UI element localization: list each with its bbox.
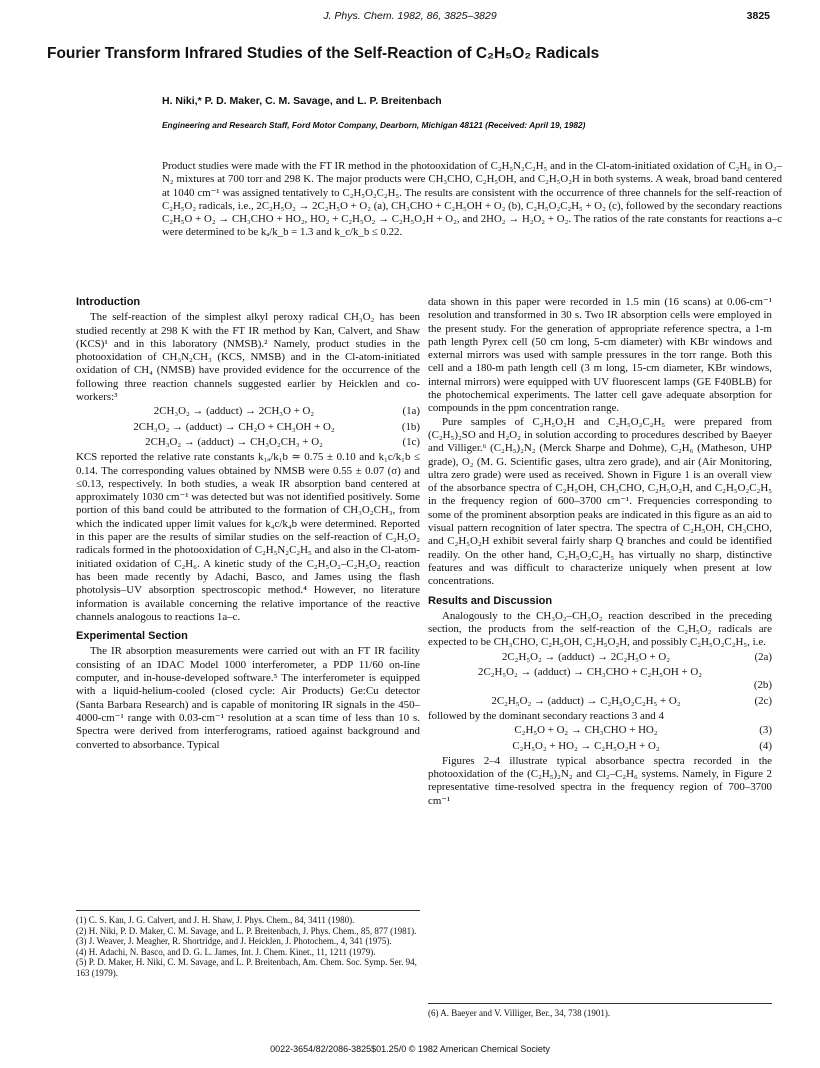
author-list: H. Niki,* P. D. Maker, C. M. Savage, and L. P. Breitenbach	[162, 95, 442, 107]
abstract: Product studies were made with the FT IR method in the photooxidation of C₂H₅N₂C₂H₅ and in the Cl-atom-initiated oxidation of C₂H₆ in O₂–N₂ mixtures at 700 torr and 298 K. The major products were CH₃CHO, C₂H₅OH, and C₂H₅O₂H in both systems. A weak, broad band centered at 1040 cm⁻¹ was assigned tentatively to C₂H₅O₂C₂H₅. The results are consistent with the occurrence of three channels for the self-reaction of C₂H₅O₂ radicals, i.e., 2C₂H₅O₂ → 2C₂H₅O + O₂ (a), CH₃CHO + C₂H₅OH + O₂ (b), C₂H₅O₂C₂H₅ + O₂ (c), followed by the secondary reactions C₂H₅O + O₂ → CH₃CHO + HO₂, HO₂ + C₂H₅O₂ → C₂H₅O₂H + O₂, and 2HO₂ → H₂O₂ + O₂. The ratios of the rate constants for reactions a–c were determined to be kₐ/k_b = 1.3 and k_c/k_b ≤ 0.22.	[162, 160, 782, 239]
left-column	[76, 296, 420, 752]
paragraph: The IR absorption measurements were carried out with an FT IR facility consisting of an IDAC Model 1000 interferometer, a PDP 11/60 on-line computer, and in-house-developed software.⁵ The interferometer is equipped with a liquid-helium-cooled (closed cycle: Air Products) Ge:Cu detector (Santa Barbara Research) and is capable of monitoring IR signals in the 450–4000-cm⁻¹ range with 0.03-cm⁻¹ resolution at a scan time of less than 10 s. Spectra were derived from interferograms, ratioed against background and converted to absorbance. Typical	[76, 645, 420, 751]
right-column	[428, 296, 772, 808]
equation-3	[428, 724, 772, 737]
equation-text: C₂H₅O + O₂ → CH₃CHO + HO₂	[514, 724, 658, 737]
equation-number: (1b)	[401, 420, 420, 433]
paragraph: KCS reported the relative rate constants k₁ₐ/k₁b ≃ 0.75 ± 0.10 and k₁c/k₁b ≤ 0.14. The corresponding values obtained by NMSB were 0.55 ± 0.07 (σ) and ≤0.13, respectively. In both studies, a weak IR absorption band centered at approximately 1030 cm⁻¹ was detected but was not identified positively. Some portion of this band could be attributed to the formation of CH₃O₂CH₃, from which the indicated upper limit values for k₄c/k₄b were determined. Reported in this paper are the results of similar studies on the self-reaction of C₂H₅O₂ radicals formed in the photooxidation of C₂H₅N₂C₂H₅ and also in the Cl-atom-initiated oxidation of C₂H₆. A kinetic study of the C₂H₅O₂–C₂H₅O₂ reaction has been made recently by Adachi, Basco, and James using the flash photolysis–UV absorption spectroscopic method.⁴ However, no literature information is available concerning the relative importance of the reactive channels analogous to reactions 1a–c.	[76, 451, 420, 623]
equation-number: (2b)	[753, 679, 772, 692]
equation-2c	[428, 695, 772, 708]
paragraph: The self-reaction of the simplest alkyl peroxy radical CH₃O₂ has been studied recently at 298 K with the FT IR method by Kan, Calvert, and Shaw (KCS)¹ and in this laboratory (NMSB).² Namely, product studies in the photooxidation of CH₃N₂CH₃ (KCS, NMSB) and in the Cl-atom-initiated oxidation of CH₄ (NMSB) have provided evidence for the occurrence of the following three reaction channels suggested earlier by Heicklen and co-workers:³	[76, 311, 420, 404]
footnote: (1) C. S. Kan, J. G. Calvert, and J. H. Shaw, J. Phys. Chem., 84, 3411 (1980).	[76, 915, 355, 925]
paragraph: Figures 2–4 illustrate typical absorbance spectra recorded in the photooxidation of the (C₂H₅)₂N₂ and Cl₂–C₂H₆ systems. Namely, in Figure 2 representative time-resolved spectra in the frequency region of 700–3700 cm⁻¹	[428, 754, 772, 807]
section-heading-experimental: Experimental Section	[76, 630, 188, 643]
section-heading-introduction: Introduction	[76, 296, 141, 308]
running-header	[0, 8, 820, 26]
equation-number: (3)	[759, 724, 772, 737]
paragraph: Pure samples of C₂H₅O₂H and C₂H₅O₂C₂H₅ were prepared from (C₂H₅)₂SO and H₂O₂ in solution according to procedures described by Baeyer and Villiger.⁶ (C₂H₅)₂N₂ (Merck Sharpe and Dohme), C₂H₆ (Matheson, UHP grade), O₂ (M. G. Scientific gases, ultra zero grade), and air (Air Monitoring, ultra zero grade) were used as received. Shown in Figure 1 is an overall view of the absorbance spectra of C₂H₅OH, CH₃CHO, C₂H₅O₂H, and C₂H₅O₂C₂H₅ in the frequency region of 600–3700 cm⁻¹. Frequencies corresponding to some of the prominent absorption peaks are indicated in this figure as an aid to visual pattern recognition of later spectra. The spectra of C₂H₅OH, CH₃CHO, and C₂H₅O₂H exhibit several fairly sharp Q branches and could be identified readily. On the other hand, C₂H₅O₂C₂H₅ has virtually no sharp, distinctive features and was difficult to characterize uniquely when present at low concentrations.	[428, 415, 772, 588]
article-title: Fourier Transform Infrared Studies of the Self-Reaction of C₂H₅O₂ Radicals	[47, 45, 600, 62]
footnotes-left	[76, 910, 420, 978]
equation-1a	[76, 405, 420, 418]
footnote: (4) H. Adachi, N. Basco, and D. G. L. James, Int. J. Chem. Kinet., 11, 1211 (1979).	[76, 946, 376, 957]
equation-text: 2CH₃O₂ → (adduct) → CH₂O + CH₃OH + O₂	[133, 420, 335, 433]
equation-4	[428, 740, 772, 753]
equation-number: (4)	[759, 739, 772, 752]
equation-text: C₂H₅O₂ + HO₂ → C₂H₅O₂H + O₂	[512, 739, 660, 752]
equation-number: (2c)	[754, 694, 772, 707]
page-footer: 0022-3654/82/2086-3825$01.25/0 © 1982 American Chemical Society	[270, 1044, 550, 1054]
paragraph: data shown in this paper were recorded in 1.5 min (16 scans) at 0.06-cm⁻¹ resolution and transformed in 30 s. Two IR absorption cells were employed in the present study. For the generation of appropriate reference spectra, a 1-m path length Pyrex cell (50 cm long, 5-cm diameter) with KBr windows and external mirrors was used with sample pressures in the torr range. Both this cell and a 180-m path length cell (3 m long, 15-cm diameter, KBr windows, internal mirrors) were equipped with UV fluorescent lamps (GE F40BLB) for the photochemical experiments. The latter cell gave adequate absorption for compounds in the ppm concentration range.	[428, 296, 772, 415]
paragraph: Analogously to the CH₃O₂–CH₃O₂ reaction described in the preceding section, the products from the self-reaction of the C₂H₅O₂ radicals are expected to be CH₃CHO, C₂H₅OH, C₂H₅O₂H, and possibly C₂H₅O₂C₂H₅, i.e.	[428, 609, 772, 649]
equation-text: 2CH₃O₂ → (adduct) → 2CH₃O + O₂	[153, 405, 315, 418]
page-number: 3825	[746, 10, 770, 22]
equation-number: (1c)	[402, 435, 420, 448]
footnote: (5) P. D. Maker, H. Niki, C. M. Savage, and L. P. Breitenbach, Am. Chem. Soc. Symp. Ser. 94, 163 (1979).	[76, 957, 417, 978]
equation-1b	[76, 421, 420, 434]
footnote: (2) H. Niki, P. D. Maker, C. M. Savage, and L. P. Breitenbach, J. Phys. Chem., 85, 877 (1981).	[76, 925, 417, 936]
equation-text: 2CH₃O₂ → (adduct) → CH₃O₂CH₃ + O₂	[145, 435, 323, 448]
affiliation: Engineering and Research Staff, Ford Motor Company, Dearborn, Michigan 48121 (Received: April 19, 1982)	[162, 120, 586, 130]
journal-citation: J. Phys. Chem. 1982, 86, 3825–3829	[323, 10, 497, 22]
footnote: (6) A. Baeyer and V. Villiger, Ber., 34, 738 (1901).	[428, 1008, 611, 1018]
footnotes-right	[428, 1003, 772, 1019]
equation-text: 2C₂H₅O₂ → (adduct) → CH₃CHO + C₂H₅OH + O₂	[478, 666, 702, 679]
equation-text: 2C₂H₅O₂ → (adduct) → 2C₂H₅O + O₂	[501, 650, 671, 663]
equation-1c	[76, 436, 420, 449]
equation-number: (2a)	[754, 650, 772, 663]
section-heading-results: Results and Discussion	[428, 594, 553, 607]
paragraph: followed by the dominant secondary reactions 3 and 4	[428, 709, 664, 722]
equation-2b	[428, 666, 772, 693]
equation-2a	[428, 651, 772, 664]
equation-number: (1a)	[402, 405, 420, 418]
equation-text: 2C₂H₅O₂ → (adduct) → C₂H₅O₂C₂H₅ + O₂	[491, 694, 681, 707]
footnote: (3) J. Weaver, J. Meagher, R. Shortridge, and J. Heicklen, J. Photochem., 4, 341 (1975).	[76, 936, 392, 946]
